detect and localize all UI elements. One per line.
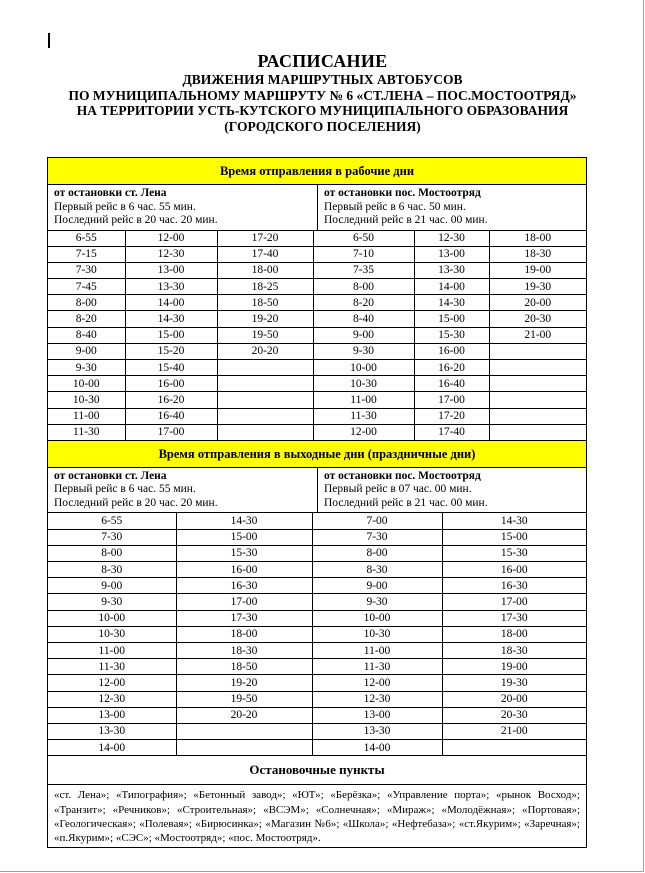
weekday-row	[48, 327, 586, 343]
title-line-2: ПО МУНИЦИПАЛЬНОМУ МАРШРУТУ № 6 «СТ.ЛЕНА – ПОС.МОСТООТРЯД»	[68, 87, 577, 103]
weekend-time-cell: 20-30	[442, 707, 586, 723]
weekday-right-first: Первый рейс в 6 час. 50 мин.	[324, 200, 466, 213]
weekday-right-info	[317, 185, 586, 230]
weekday-time-cell: 9-00	[48, 343, 125, 359]
weekday-time-cell: 17-00	[125, 424, 217, 440]
weekend-row	[48, 675, 586, 691]
weekend-time-cell: 7-00	[312, 513, 442, 529]
weekend-time-cell: 19-00	[442, 659, 586, 675]
weekend-time-cell: 19-30	[442, 675, 586, 691]
weekend-time-cell: 9-30	[312, 594, 442, 610]
weekday-row	[48, 343, 586, 359]
weekend-row	[48, 610, 586, 626]
weekend-time-cell: 13-30	[48, 723, 176, 739]
weekday-time-cell	[217, 360, 313, 376]
weekday-time-cell: 15-00	[414, 311, 489, 327]
weekend-time-cell: 10-00	[48, 610, 176, 626]
weekend-time-cell: 8-30	[48, 562, 176, 578]
weekday-right-last: Последний рейс в 21 час. 00 мин.	[324, 214, 488, 226]
weekend-time-cell: 9-00	[312, 578, 442, 594]
weekday-time-cell: 12-00	[125, 231, 217, 247]
weekday-time-cell: 16-40	[125, 408, 217, 424]
weekend-time-cell: 12-00	[48, 675, 176, 691]
weekday-time-cell: 8-20	[48, 311, 125, 327]
weekend-time-cell: 21-00	[442, 723, 586, 739]
weekday-time-cell: 8-20	[313, 295, 414, 311]
weekday-time-cell: 15-00	[125, 327, 217, 343]
weekday-time-cell: 7-30	[48, 262, 125, 278]
weekday-time-cell: 13-30	[414, 262, 489, 278]
weekday-row	[48, 311, 586, 327]
weekend-row	[48, 513, 586, 529]
weekend-left-stop: от остановки ст. Лена	[54, 469, 167, 482]
weekday-row	[48, 295, 586, 311]
weekday-time-cell: 16-00	[125, 376, 217, 392]
weekday-time-cell: 8-40	[48, 327, 125, 343]
weekday-time-cell: 16-20	[125, 392, 217, 408]
weekend-time-cell: 17-00	[176, 594, 312, 610]
weekend-row	[48, 578, 586, 594]
weekday-time-cell: 16-00	[414, 343, 489, 359]
weekday-time-cell: 20-30	[489, 311, 586, 327]
title-main: РАСПИСАНИЕ	[257, 51, 388, 71]
weekday-time-cell: 13-00	[125, 262, 217, 278]
weekend-time-cell: 14-30	[442, 513, 586, 529]
weekday-time-cell: 9-30	[313, 343, 414, 359]
weekend-row	[48, 659, 586, 675]
weekend-time-cell: 14-30	[176, 513, 312, 529]
weekend-row	[48, 594, 586, 610]
weekday-row	[48, 408, 586, 424]
weekend-time-cell: 15-30	[176, 545, 312, 561]
weekend-time-cell: 8-30	[312, 562, 442, 578]
weekday-header: Время отправления в рабочие дни	[48, 158, 586, 185]
weekend-time-cell: 18-00	[176, 626, 312, 642]
weekend-row	[48, 707, 586, 723]
weekend-time-cell: 11-00	[48, 642, 176, 658]
weekend-time-cell: 9-30	[48, 594, 176, 610]
weekend-time-cell: 13-30	[312, 723, 442, 739]
stops-header: Остановочные пункты	[48, 755, 586, 784]
weekend-header: Время отправления в выходные дни (праздничные дни)	[48, 440, 586, 468]
weekend-info-row	[48, 468, 586, 514]
weekend-row	[48, 723, 586, 739]
weekday-time-cell: 10-00	[313, 360, 414, 376]
weekday-row	[48, 246, 586, 262]
weekday-time-cell: 17-20	[414, 408, 489, 424]
weekend-times-table	[48, 513, 586, 755]
weekday-time-cell: 12-30	[125, 246, 217, 262]
weekend-time-cell: 6-55	[48, 513, 176, 529]
weekday-time-cell: 16-40	[414, 376, 489, 392]
weekday-time-cell: 19-50	[217, 327, 313, 343]
weekend-row	[48, 691, 586, 707]
weekend-time-cell: 13-00	[48, 707, 176, 723]
weekday-time-cell: 7-10	[313, 246, 414, 262]
weekday-time-cell: 18-00	[217, 262, 313, 278]
weekday-time-cell: 17-00	[414, 392, 489, 408]
weekday-time-cell: 14-00	[125, 295, 217, 311]
weekend-row	[48, 529, 586, 545]
weekday-time-cell	[489, 343, 586, 359]
weekday-time-cell: 17-40	[414, 424, 489, 440]
weekday-time-cell: 10-30	[48, 392, 125, 408]
weekend-time-cell: 20-00	[442, 691, 586, 707]
weekday-time-cell: 7-35	[313, 262, 414, 278]
weekend-time-cell: 16-30	[176, 578, 312, 594]
weekend-time-cell: 17-00	[442, 594, 586, 610]
weekend-time-cell: 7-30	[48, 529, 176, 545]
weekday-time-cell: 19-30	[489, 279, 586, 295]
weekday-row	[48, 376, 586, 392]
weekend-time-cell: 16-30	[442, 578, 586, 594]
weekend-time-cell: 7-30	[312, 529, 442, 545]
weekend-time-cell: 17-30	[442, 610, 586, 626]
weekday-time-cell: 15-20	[125, 343, 217, 359]
weekday-time-cell: 11-30	[48, 424, 125, 440]
weekend-time-cell: 19-50	[176, 691, 312, 707]
weekday-time-cell: 13-30	[125, 279, 217, 295]
weekday-time-cell: 19-20	[217, 311, 313, 327]
weekday-time-cell: 20-00	[489, 295, 586, 311]
weekend-time-cell: 20-20	[176, 707, 312, 723]
weekend-time-cell: 15-00	[442, 529, 586, 545]
weekday-time-cell: 8-40	[313, 311, 414, 327]
weekend-left-last: Последний рейс в 20 час. 20 мин.	[54, 496, 218, 509]
weekend-time-cell: 16-00	[176, 562, 312, 578]
weekend-time-cell: 9-00	[48, 578, 176, 594]
weekend-right-first: Первый рейс в 07 час. 00 мин.	[324, 483, 472, 496]
weekend-time-cell: 18-30	[442, 642, 586, 658]
weekend-time-cell: 12-30	[48, 691, 176, 707]
weekend-time-cell: 15-30	[442, 545, 586, 561]
weekend-time-cell: 15-00	[176, 529, 312, 545]
weekday-time-cell: 18-25	[217, 279, 313, 295]
weekday-left-info	[48, 185, 317, 230]
weekday-time-cell: 7-15	[48, 246, 125, 262]
weekend-row	[48, 740, 586, 756]
title-line-1: ДВИЖЕНИЯ МАРШРУТНЫХ АВТОБУСОВ	[182, 72, 463, 87]
weekend-left-info	[48, 468, 317, 513]
weekday-time-cell: 8-00	[313, 279, 414, 295]
weekend-time-cell: 8-00	[312, 545, 442, 561]
weekday-row	[48, 279, 586, 295]
weekday-time-cell: 7-45	[48, 279, 125, 295]
weekend-row	[48, 642, 586, 658]
weekday-time-cell	[217, 424, 313, 440]
weekend-time-cell: 14-00	[312, 740, 442, 756]
weekday-info-row	[48, 185, 586, 231]
weekday-left-first: Первый рейс в 6 час. 55 мин.	[54, 200, 196, 213]
weekday-time-cell: 12-30	[414, 231, 489, 247]
weekday-time-cell: 18-00	[489, 231, 586, 247]
weekend-time-cell: 12-30	[312, 691, 442, 707]
weekday-time-cell: 12-00	[313, 424, 414, 440]
weekday-row	[48, 360, 586, 376]
weekday-time-cell: 11-00	[48, 408, 125, 424]
weekday-time-cell: 6-50	[313, 231, 414, 247]
title-line-4: (ГОРОДСКОГО ПОСЕЛЕНИЯ)	[224, 118, 421, 134]
weekday-time-cell: 17-20	[217, 231, 313, 247]
title-line-3: НА ТЕРРИТОРИИ УСТЬ-КУТСКОГО МУНИЦИПАЛЬНОГО ОБРАЗОВАНИЯ	[76, 103, 569, 118]
weekend-row	[48, 545, 586, 561]
weekday-time-cell	[489, 360, 586, 376]
weekday-time-cell: 14-00	[414, 279, 489, 295]
weekday-time-cell	[217, 376, 313, 392]
weekday-time-cell: 16-20	[414, 360, 489, 376]
weekday-row	[48, 262, 586, 278]
weekend-time-cell: 13-00	[312, 707, 442, 723]
weekend-time-cell: 19-20	[176, 675, 312, 691]
weekday-left-last: Последний рейс в 20 час. 20 мин.	[54, 214, 218, 226]
weekend-time-cell: 17-30	[176, 610, 312, 626]
weekend-time-cell: 18-00	[442, 626, 586, 642]
weekday-times-table	[48, 231, 586, 440]
weekday-right-stop: от остановки пос. Мостоотряд	[324, 187, 481, 199]
text-cursor	[48, 33, 50, 48]
weekend-right-stop: от остановки пос. Мостоотряд	[324, 469, 481, 482]
weekend-time-cell: 14-00	[48, 740, 176, 756]
weekday-row	[48, 424, 586, 440]
weekend-time-cell	[176, 723, 312, 739]
document-title	[20, 50, 625, 134]
weekday-time-cell: 10-30	[313, 376, 414, 392]
weekend-time-cell: 18-50	[176, 659, 312, 675]
weekday-time-cell: 13-00	[414, 246, 489, 262]
weekend-time-cell: 11-00	[312, 642, 442, 658]
weekday-time-cell: 14-30	[414, 295, 489, 311]
weekend-time-cell: 10-00	[312, 610, 442, 626]
weekday-time-cell: 10-00	[48, 376, 125, 392]
weekend-time-cell	[442, 740, 586, 756]
weekend-time-cell: 11-30	[312, 659, 442, 675]
weekday-time-cell: 18-30	[489, 246, 586, 262]
weekend-row	[48, 562, 586, 578]
weekend-time-cell: 18-30	[176, 642, 312, 658]
weekend-right-info	[317, 468, 586, 513]
weekend-time-cell: 10-30	[48, 626, 176, 642]
weekday-time-cell: 20-20	[217, 343, 313, 359]
weekday-time-cell: 6-55	[48, 231, 125, 247]
weekend-time-cell	[176, 740, 312, 756]
weekday-time-cell: 15-30	[414, 327, 489, 343]
weekday-time-cell: 14-30	[125, 311, 217, 327]
weekday-time-cell	[217, 392, 313, 408]
weekday-left-stop: от остановки ст. Лена	[54, 187, 167, 199]
weekday-time-cell: 17-40	[217, 246, 313, 262]
weekday-time-cell: 18-50	[217, 295, 313, 311]
weekend-time-cell: 10-30	[312, 626, 442, 642]
weekday-time-cell: 11-00	[313, 392, 414, 408]
weekday-time-cell	[489, 392, 586, 408]
weekday-row	[48, 231, 586, 247]
weekend-time-cell: 12-00	[312, 675, 442, 691]
weekday-time-cell: 9-00	[313, 327, 414, 343]
weekend-time-cell: 8-00	[48, 545, 176, 561]
schedule-table	[47, 157, 587, 848]
weekday-time-cell	[489, 408, 586, 424]
weekend-time-cell: 16-00	[442, 562, 586, 578]
weekend-row	[48, 626, 586, 642]
weekday-time-cell	[489, 376, 586, 392]
weekday-time-cell: 9-30	[48, 360, 125, 376]
weekday-time-cell: 21-00	[489, 327, 586, 343]
weekday-time-cell: 8-00	[48, 295, 125, 311]
weekday-time-cell	[489, 424, 586, 440]
weekend-time-cell: 11-30	[48, 659, 176, 675]
weekend-left-first: Первый рейс в 6 час. 55 мин.	[54, 483, 196, 496]
weekday-time-cell: 15-40	[125, 360, 217, 376]
weekday-time-cell: 11-30	[313, 408, 414, 424]
weekend-right-last: Последний рейс в 21 час. 00 мин.	[324, 496, 488, 509]
weekday-time-cell: 19-00	[489, 262, 586, 278]
stops-list: «ст. Лена»; «Типография»; «Бетонный завод»; «ЮТ»; «Берёзка»; «Управление порта»; «рынок Восход»; «Транзит»; «Речников»; «Строительная»; «ВСЭМ»; «Солнечная»; «Мираж»; «Молодёжная»; «Портовая»; «Геологическая»; «Полевая»; «Бирюсинка»; «Магазин №6»; «Школа»; «Нефтебаза»; «ст.Якурим»; «Заречная»; «п.Якурим»; «СЭС»; «Мостоотряд»; «пос. Мостоотряд».	[48, 784, 586, 847]
weekday-row	[48, 392, 586, 408]
weekday-time-cell	[217, 408, 313, 424]
